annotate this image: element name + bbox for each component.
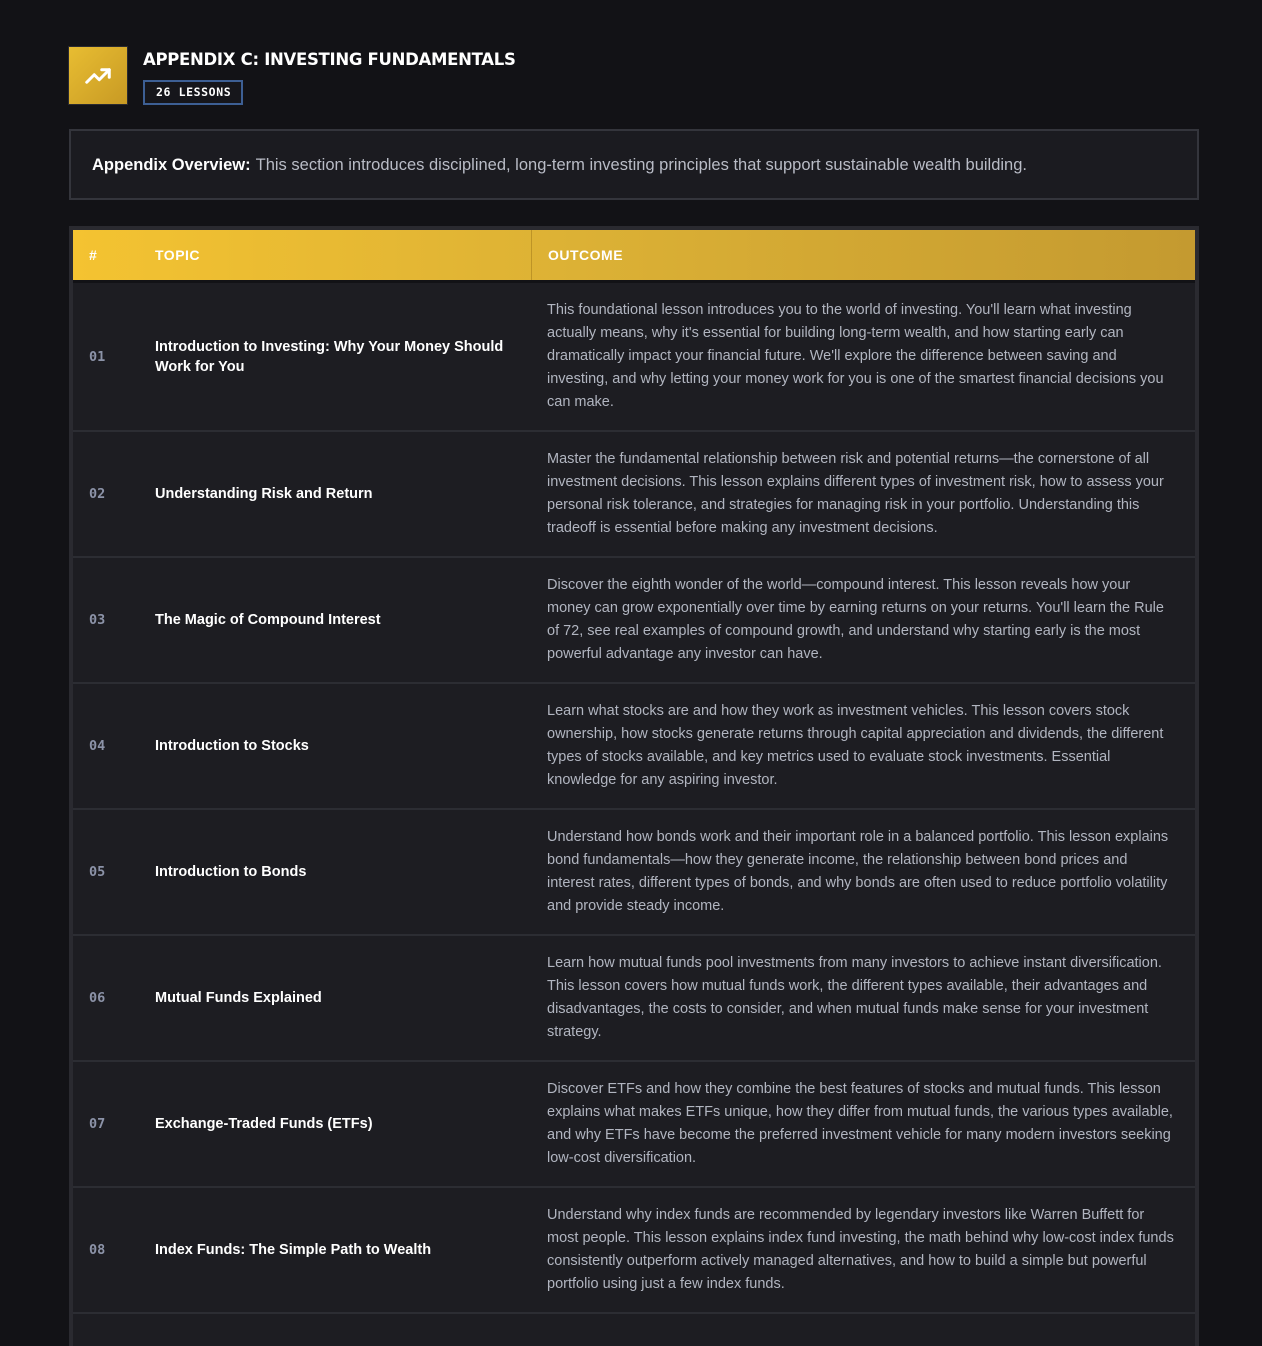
lessons-table [69, 226, 1199, 1346]
table-row [73, 1188, 1195, 1314]
lesson-number: 04 [89, 738, 106, 754]
table-row [73, 558, 1195, 684]
table-header [73, 230, 1195, 283]
overview-label: Appendix Overview: [92, 155, 251, 174]
lesson-number: 02 [89, 486, 106, 502]
column-header-outcome: OUTCOME [531, 230, 1195, 280]
header-text-group [143, 47, 516, 105]
lesson-topic: Mutual Funds Explained [155, 990, 322, 1006]
lesson-outcome: Discover ETFs and how they combine the best features of stocks and mutual funds. This lesson explains what makes ETFs unique, how they differ from mutual funds, the various types available, and why ETFs have become the preferred investment vehicle for many modern investors seeking low-cost diversification. [547, 1081, 1173, 1166]
lesson-topic: Introduction to Stocks [155, 738, 309, 754]
lesson-number: 05 [89, 864, 106, 880]
table-row [73, 684, 1195, 810]
lesson-number: 06 [89, 990, 106, 1006]
lesson-topic: Index Funds: The Simple Path to Wealth [155, 1242, 432, 1258]
lesson-topic: Introduction to Investing: Why Your Money Should Work for You [155, 338, 504, 375]
lesson-outcome: Discover the eighth wonder of the world—compound interest. This lesson reveals how your money can grow exponentially over time by earning returns on your returns. You'll learn the Rule of 72, see real examples of compound growth, and understand why starting early is the most powerful advantage any investor can have. [547, 577, 1164, 662]
lesson-topic: The Magic of Compound Interest [155, 612, 381, 628]
lesson-outcome: Learn how mutual funds pool investments from many investors to achieve instant diversification. This lesson covers how mutual funds work, the different types available, their advantages and disadvantages, the costs to consider, and when mutual funds make sense for your investment strategy. [547, 955, 1162, 1040]
table-row-partial [73, 1314, 1195, 1346]
lesson-topic: Exchange-Traded Funds (ETFs) [155, 1116, 373, 1132]
lesson-outcome: Learn what stocks are and how they work as investment vehicles. This lesson covers stock ownership, how stocks generate returns through capital appreciation and dividends, the different types of stocks available, and key metrics used to evaluate stock investments. Essential knowledge for any aspiring investor. [547, 703, 1164, 788]
lesson-topic: Understanding Risk and Return [155, 486, 373, 502]
lesson-number: 03 [89, 612, 106, 628]
table-row [73, 810, 1195, 936]
lesson-outcome: Understand why index funds are recommended by legendary investors like Warren Buffett for most people. This lesson explains index fund investing, the math behind why low-cost index funds consistently outperform actively managed alternatives, and how to build a simple but powerful portfolio using just a few index funds. [547, 1207, 1174, 1292]
lesson-outcome: Understand how bonds work and their important role in a balanced portfolio. This lesson explains bond fundamentals—how they generate income, the relationship between bond prices and interest rates, different types of bonds, and why bonds are often used to reduce portfolio volatility and provide steady income. [547, 829, 1169, 914]
lesson-number: 08 [89, 1242, 106, 1258]
lesson-number: 01 [89, 348, 106, 365]
table-row [73, 283, 1195, 432]
lesson-topic: Introduction to Bonds [155, 864, 307, 880]
lesson-number: 07 [89, 1116, 106, 1132]
table-row [73, 936, 1195, 1062]
overview-text: This section introduces disciplined, long-term investing principles that support sustainable wealth building. [255, 155, 1027, 174]
lesson-outcome: This foundational lesson introduces you to the world of investing. You'll learn what investing actually means, why it's essential for building long-term wealth, and how starting early can dramatically impact your financial future. We'll explore the difference between saving and investing, and why letting your money work for you is one of the smartest financial decisions you can make. [547, 302, 1164, 410]
lesson-outcome: Master the fundamental relationship between risk and potential returns—the cornerstone of all investment decisions. This lesson explains different types of investment risk, how to assess your personal risk tolerance, and strategies for managing risk in your portfolio. Understanding this tradeoff is essential before making any investment decisions. [547, 451, 1164, 536]
table-row [73, 1062, 1195, 1188]
appendix-overview [69, 129, 1199, 200]
trending-up-icon [69, 47, 127, 104]
appendix-title: APPENDIX C: INVESTING FUNDAMENTALS [143, 50, 516, 69]
column-header-number: # [89, 247, 98, 263]
lesson-count-badge: 26 LESSONS [143, 80, 243, 105]
appendix-header [69, 47, 1199, 104]
column-header-topic: TOPIC [155, 247, 201, 263]
table-row [73, 432, 1195, 558]
